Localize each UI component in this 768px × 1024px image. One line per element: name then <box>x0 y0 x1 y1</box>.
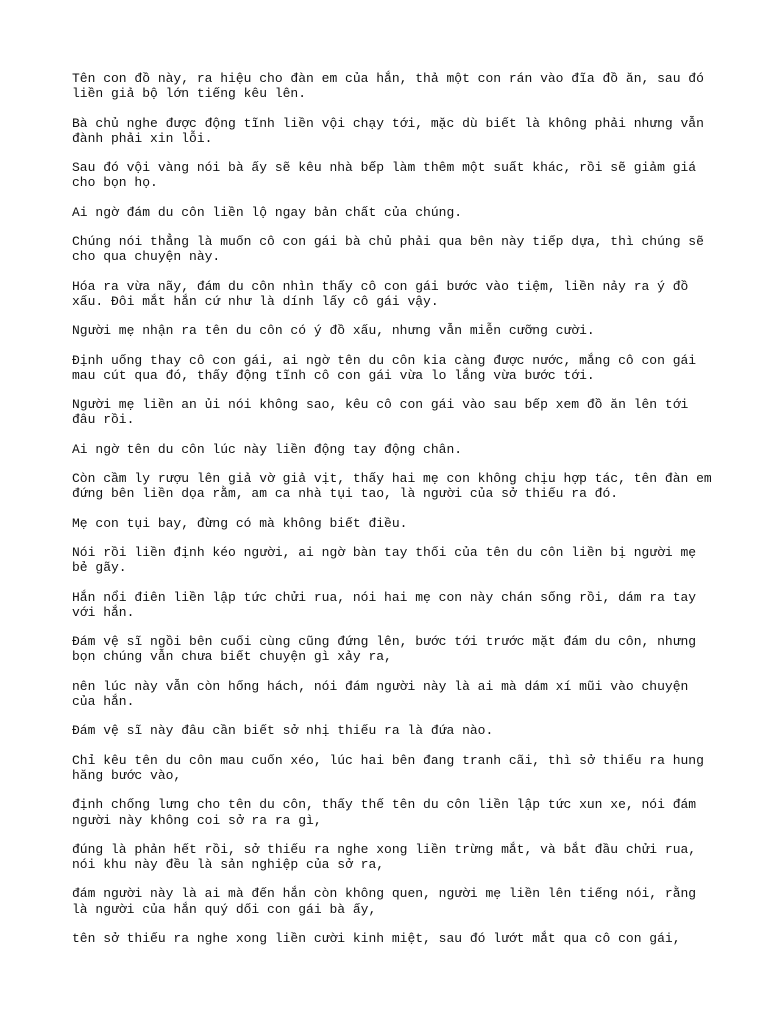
paragraph-1: Tên con đồ này, ra hiệu cho đàn em của hắn, thả một con rán vào đĩa đồ ăn, sau đó liền giả bộ lớn tiếng kêu lên. <box>72 71 704 102</box>
paragraph-12: Mẹ con tụi bay, đừng có mà không biết điều. <box>72 515 408 531</box>
paragraph-20: đúng là phản hết rồi, sở thiếu ra nghe xong liền trừng mắt, và bắt đầu chửi rua, nói khu này đều là sản nghiệp của sở ra, <box>72 841 697 873</box>
paragraph-2: Bà chủ nghe được động tĩnh liền vội chạy tới, mặc dù biết là không phải nhưng vẫn đành phải xin lỗi. <box>72 115 704 146</box>
paragraph-7: Người mẹ nhận ra tên du côn có ý đồ xấu, nhưng vẫn miễn cưỡng cười. <box>72 323 595 339</box>
paragraph-4: Ai ngờ đám du côn liền lộ ngay bản chất của chúng. <box>72 204 463 220</box>
paragraph-21: đám người này là ai mà đến hắn còn không quen, người mẹ liền lên tiếng nói, rằng là người của hắn quý dối con gái bà ấy, <box>72 886 697 917</box>
document-body <box>72 71 712 960</box>
paragraph-18: Chỉ kêu tên du côn mau cuốn xéo, lúc hai bên đang tranh cãi, thì sở thiếu ra hung hăng bước vào, <box>72 752 704 783</box>
paragraph-6: Hóa ra vừa nãy, đám du côn nhìn thấy cô con gái bước vào tiệm, liền nảy ra ý đồ xấu. Đôi mắt hắn cứ như là dính lấy cô gái vậy. <box>72 278 689 309</box>
paragraph-14: Hắn nổi điên liền lập tức chửi rua, nói hai mẹ con này chán sống rồi, dám ra tay với hắn. <box>72 589 697 620</box>
paragraph-5: Chúng nói thẳng là muốn cô con gái bà chủ phải qua bên này tiếp dựa, thì chúng sẽ cho qua chuyện này. <box>72 234 704 265</box>
paragraph-8: Định uống thay cô con gái, ai ngờ tên du côn kia càng được nước, mắng cô con gái mau cút qua đó, thấy động tĩnh cô con gái vừa lo lắng vừa bước tới. <box>72 352 697 383</box>
paragraph-13: Nói rồi liền định kéo người, ai ngờ bàn tay thối của tên du côn liền bị người mẹ bẻ gãy. <box>72 544 697 576</box>
paragraph-11: Còn cầm ly rượu lên giả vờ giả vịt, thấy hai mẹ con không chịu hợp tác, tên đàn em đứng bên liền dọa rằm, am ca nhà tụi tao, là người của sở thiếu ra đó. <box>72 471 712 502</box>
paragraph-3: Sau đó vội vàng nói bà ấy sẽ kêu nhà bếp làm thêm một suất khác, rồi sẽ giảm giá cho bọn họ. <box>72 160 697 191</box>
paragraph-16: nên lúc này vẫn còn hống hách, nói đám người này là ai mà dám xí mũi vào chuyện của hắn. <box>72 678 689 710</box>
paragraph-19: định chống lưng cho tên du côn, thấy thế tên du côn liền lập tức xun xe, nói đám người này không coi sở ra ra gì, <box>72 797 697 828</box>
paragraph-22: tên sở thiếu ra nghe xong liền cười kinh miệt, sau đó lướt mắt qua cô con gái, <box>72 930 681 946</box>
paragraph-15: Đám vệ sĩ ngồi bên cuối cùng cũng đứng lên, bước tới trước mặt đám du côn, nhưng bọn chúng vẫn chưa biết chuyện gì xảy ra, <box>72 634 697 665</box>
paragraph-9: Người mẹ liền an ủi nói không sao, kêu cô con gái vào sau bếp xem đồ ăn lên tới đâu rồi. <box>72 397 689 428</box>
paragraph-10: Ai ngờ tên du côn lúc này liền động tay động chân. <box>72 441 463 457</box>
paragraph-17: Đám vệ sĩ này đâu cần biết sở nhị thiếu ra là đứa nào. <box>72 723 494 739</box>
